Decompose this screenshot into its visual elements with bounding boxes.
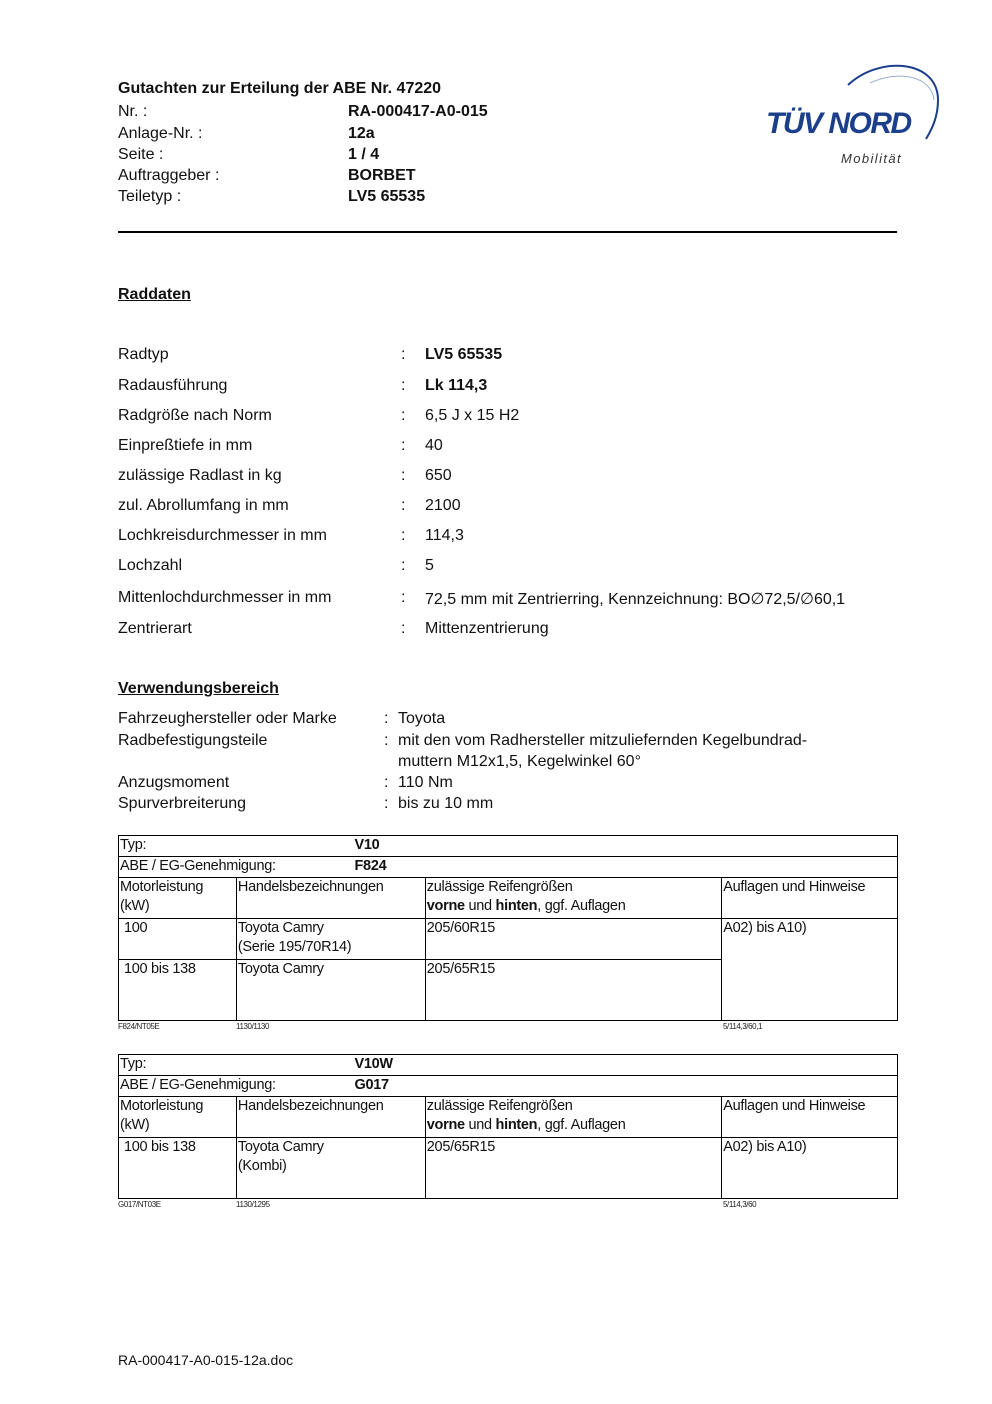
- row-label: Spurverbreiterung: [118, 795, 247, 812]
- abe-label: ABE / EG-Genehmigung:: [120, 1077, 276, 1093]
- abe-value: F824: [354, 858, 387, 874]
- typ-cell: [119, 836, 898, 857]
- column-header-handelsbezeichnungen: Handelsbezeichnungen: [236, 878, 425, 919]
- table-footer-mid: 1130/1130: [236, 1022, 270, 1031]
- column-header-reifengroessen: zulässige Reifengrößen vorne und hinten, ggf. Auflagen: [425, 878, 721, 919]
- table-footer-code: G017/NT03E: [118, 1200, 161, 1209]
- vehicle-table-v10w: [118, 1054, 898, 1199]
- row-label: Lochkreisdurchmesser in mm: [118, 527, 327, 544]
- document-filename: RA-000417-A0-015-12a.doc: [118, 1352, 294, 1368]
- column-header-motorleistung: Motorleistung (kW): [119, 878, 237, 919]
- abe-label: ABE / EG-Genehmigung:: [120, 858, 276, 874]
- table-row: [119, 857, 898, 878]
- row-value: 110 Nm: [398, 774, 453, 791]
- table-footer-right: 5/114,3/60,1: [723, 1022, 763, 1031]
- header-label: Seite :: [118, 146, 164, 163]
- table-row: [119, 836, 898, 857]
- section-heading-verwendungsbereich: Verwendungsbereich: [118, 680, 279, 697]
- table-footer-mid: 1130/1295: [236, 1200, 270, 1209]
- typ-value: V10: [354, 837, 380, 853]
- auflagen-cell: A02) bis A10): [722, 919, 898, 1021]
- table-footer-right: 5/114,3/60: [723, 1200, 757, 1209]
- row-label: Lochzahl: [118, 557, 183, 574]
- table-header-row: [119, 1097, 898, 1138]
- header-label: Anlage-Nr. :: [118, 125, 203, 142]
- column-header-reifengroessen: zulässige Reifengrößen vorne und hinten, ggf. Auflagen: [425, 1097, 721, 1138]
- row-label: Einpreßtiefe in mm: [118, 437, 253, 454]
- tyre-cell: 205/65R15: [425, 1138, 721, 1199]
- row-label: Fahrzeughersteller oder Marke: [118, 710, 337, 727]
- table-footer-code: F824/NT05E: [118, 1022, 160, 1031]
- table-row: [119, 1076, 898, 1097]
- row-value: mit den vom Radhersteller mitzuliefernden Kegelbundrad-: [398, 732, 808, 749]
- table-row: [119, 1138, 898, 1199]
- row-label: Anzugsmoment: [118, 774, 230, 791]
- row-label: Zentrierart: [118, 620, 192, 637]
- typ-label: Typ:: [120, 1056, 147, 1072]
- row-value: Mittenzentrierung: [425, 620, 549, 637]
- header-label: Teiletyp :: [118, 188, 182, 205]
- name-cell: Toyota Camry (Serie 195/70R14): [236, 919, 425, 960]
- abe-value: G017: [354, 1077, 389, 1093]
- row-value-continued: muttern M12x1,5, Kegelwinkel 60°: [398, 753, 641, 770]
- row-value: LV5 65535: [425, 346, 503, 363]
- name-cell: Toyota Camry: [236, 960, 425, 1021]
- table-row: [119, 919, 898, 960]
- column-header-handelsbezeichnungen: Handelsbezeichnungen: [236, 1097, 425, 1138]
- name-cell: Toyota Camry (Kombi): [236, 1138, 425, 1199]
- header-value: LV5 65535: [348, 188, 426, 205]
- document-title: Gutachten zur Erteilung der ABE Nr. 47220: [118, 80, 442, 97]
- column-header-motorleistung: Motorleistung (kW): [119, 1097, 237, 1138]
- row-label: Radbefestigungsteile: [118, 732, 268, 749]
- abe-cell: [119, 857, 898, 878]
- row-label: zul. Abrollumfang in mm: [118, 497, 289, 514]
- column-header-auflagen: Auflagen und Hinweise: [722, 1097, 898, 1138]
- typ-cell: [119, 1055, 898, 1076]
- row-value: 650: [425, 467, 452, 484]
- header-label: Nr. :: [118, 103, 148, 120]
- logo-subtitle: Mobilität: [841, 151, 903, 166]
- logo-brand: TÜV NORD: [766, 107, 911, 140]
- row-label: Radausführung: [118, 377, 228, 394]
- header-value: 1 / 4: [348, 146, 380, 163]
- tyre-cell: 205/60R15: [425, 919, 721, 960]
- tyre-cell: 205/65R15: [425, 960, 721, 1021]
- row-label: Radgröße nach Norm: [118, 407, 272, 424]
- header-value: BORBET: [348, 167, 416, 184]
- vehicle-table-v10: [118, 835, 898, 1021]
- kw-cell: 100 bis 138: [119, 960, 237, 1021]
- header-label: Auftraggeber :: [118, 167, 220, 184]
- row-label: Mittenlochdurchmesser in mm: [118, 589, 332, 606]
- tuv-nord-logo: [760, 55, 945, 175]
- row-value: 40: [425, 437, 443, 454]
- row-label: zulässige Radlast in kg: [118, 467, 282, 484]
- row-value: 2100: [425, 497, 461, 514]
- row-value: bis zu 10 mm: [398, 795, 494, 812]
- row-value: 114,3: [425, 527, 464, 544]
- typ-label: Typ:: [120, 837, 147, 853]
- section-heading-raddaten: Raddaten: [118, 286, 191, 303]
- header-value: RA-000417-A0-015: [348, 103, 488, 120]
- column-header-auflagen: Auflagen und Hinweise: [722, 878, 898, 919]
- row-value: 72,5 mm mit Zentrierring, Kennzeichnung: BO∅72,5/∅60,1: [425, 591, 846, 608]
- header-value: 12a: [348, 125, 375, 142]
- header-divider: [118, 231, 897, 233]
- row-value: 5: [425, 557, 434, 574]
- row-value: 6,5 J x 15 H2: [425, 407, 520, 424]
- table-header-row: [119, 878, 898, 919]
- abe-cell: [119, 1076, 898, 1097]
- kw-cell: 100: [119, 919, 237, 960]
- kw-cell: 100 bis 138: [119, 1138, 237, 1199]
- row-value: Lk 114,3: [425, 377, 488, 394]
- auflagen-cell: A02) bis A10): [722, 1138, 898, 1199]
- typ-value: V10W: [354, 1056, 393, 1072]
- row-label: Radtyp: [118, 346, 169, 363]
- table-row: [119, 1055, 898, 1076]
- row-value: Toyota: [398, 710, 446, 727]
